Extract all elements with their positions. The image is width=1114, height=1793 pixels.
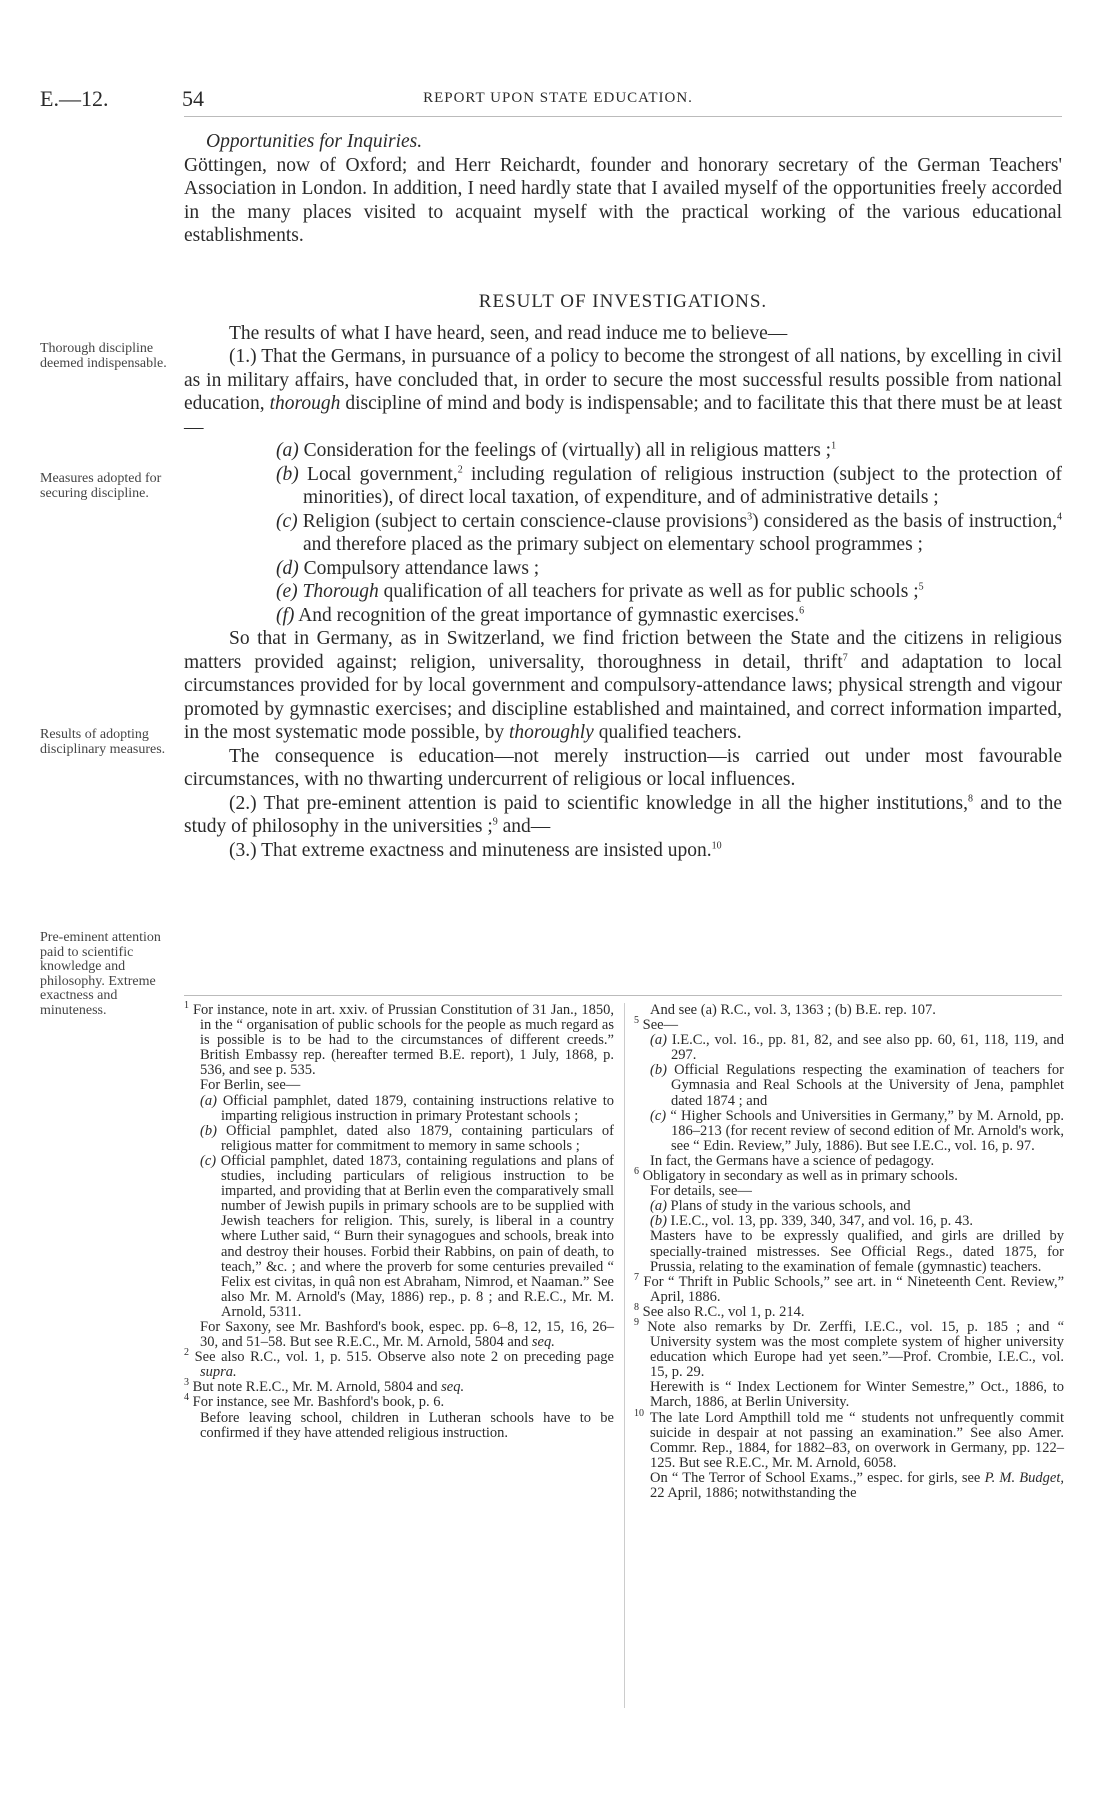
footnote-2: $^2$ See also R.C., vol. 1, p. 515. Observe also note 2 on preceding page supra. <box>184 1347 614 1381</box>
margin-note-3: Results of adopting disciplinary measures. <box>40 727 166 757</box>
footnote-6-a2: (b) I.E.C., vol. 13, pp. 339, 340, 347, and vol. 16, p. 43. <box>650 1213 974 1230</box>
footnote-1-berlin: For Berlin, see— <box>200 1077 301 1094</box>
footnote-9-b: Herewith is “ Index Lectionem for Winter Semestre,” Oct., 1886, to March, 1886, at Berlin University. <box>650 1379 1064 1411</box>
footnote-10: $^{10}$ The late Lord Ampthill told me “ students not unfrequently commit suicide in despair at not passing an examination.” See also Amer. Commr. Rep., 1884, for 1882–83, on overwork in Germany, pp. 122–125. But see R.E.C., Mr. M. Arnold, 6058. <box>634 1407 1064 1471</box>
footnote-3: $^3$ But note R.E.C., Mr. M. Arnold, 5804 and seq. <box>184 1377 465 1396</box>
point-1-paragraph: (1.) That the Germans, in pursuance of a policy to become the strongest of all nations, by excelling in civil as in military affairs, have concluded that, in order to secure the most successful results possible from national education, thorough discipline of mind and body is indispensable; and to facilitate this that there must be at least— <box>184 346 1062 438</box>
margin-note-2: Measures adopted for securing discipline. <box>40 471 162 501</box>
page-number: 54 <box>182 86 204 111</box>
page-header <box>40 86 1076 110</box>
footnote-9: $^9$ Note also remarks by Dr. Zerffi, I.E.C., vol. 15, p. 185 ; and “ University system was the most complete system of higher university education which Europe had yet seen.”—Prof. Crombie, I.E.C., vol. 15, p. 29. <box>634 1317 1064 1381</box>
running-title: REPORT UPON STATE EDUCATION. <box>423 90 693 106</box>
footnote-8: $^8$ See also R.C., vol 1, p. 214. <box>634 1302 805 1320</box>
footnote-5-b: (b) Official Regulations respecting the examination of teachers for Gymnasia and Real Schools at the University of Jena, pamphlet dated 1874 ; and <box>650 1062 1065 1109</box>
footnote-1-berlin-c: (c) Official pamphlet, dated 1873, containing regulations and plans of studies, including particulars of religious instruction to be imparted, and providing that at Berlin even the comparatively small number of Jewish pupils in primary schools are to be supplied with Jewish teachers for religion. This, surely, is liberal in a country where Luther said, “ Burn their synagogues and schools, break into and destroy their houses. Forbid their Rabbins, on pain of death, to teach,” &c. ; and where the proverb for some centuries prevailed “ Felix est civitas, in quâ non est Abraham, Nimrod, et Naaman.” See also Mr. M. Arnold's (May, 1886) rep., p. 8 ; and R.E.C., Mr. M. Arnold, 5311. <box>200 1152 614 1320</box>
intro-subhead: Opportunities for Inquiries. <box>206 131 423 152</box>
column-divider <box>624 1003 625 1708</box>
results-section <box>184 290 1062 862</box>
header-rule <box>184 116 1062 117</box>
footnotes-right-column <box>634 1003 1064 1501</box>
intro-section <box>184 130 1062 248</box>
footnote-5-a: (a) I.E.C., vol. 16., pp. 81, 82, and see also pp. 60, 61, 118, 119, and 297. <box>650 1032 1065 1064</box>
footnote-rule <box>184 995 1062 996</box>
footnote-6-a1: (a) Plans of study in the various schools, and <box>650 1198 911 1215</box>
margin-note-4: Pre-eminent attention paid to scientific knowledge and philosophy. Extreme exactness and minuteness. <box>40 930 161 1018</box>
item-c: (c) Religion (subject to certain conscience-clause provisions$^3$) considered as the basis of instruction,$^4$ and therefore placed as the primary subject on elementary school programmes ; <box>276 510 1062 555</box>
item-e: (e) Thorough qualification of all teachers for private as well as for public schools ;$^5$ <box>276 581 924 602</box>
footnote-7: $^7$ For “ Thrift in Public Schools,” see art. in “ Nineteenth Cent. Review,” April, 1886. <box>634 1271 1065 1305</box>
section-heading: RESULT OF INVESTIGATIONS. <box>478 291 768 312</box>
footnote-1: $^1$ For instance, note in art. xxiv. of Prussian Constitution of 31 Jan., 1850, in the “ organisation of public schools for the people as much regard as is possible is to be had to the circumstances of different creeds.” British Embassy rep. (hereafter termed B.E. report), 1 July, 1868, p. 536, and see p. 535. <box>184 1000 614 1079</box>
item-d: (d) Compulsory attendance laws ; <box>276 557 540 579</box>
footnotes-left-column <box>184 1000 615 1441</box>
point-3-paragraph: (3.) That extreme exactness and minuteness are insisted upon.$^{10}$ <box>229 839 722 861</box>
item-a: (a) Consideration for the feelings of (virtually) all in religious matters ;$^1$ <box>276 440 837 461</box>
footnote-4-cont: Before leaving school, children in Lutheran schools have to be confirmed if they have attended religious instruction. <box>200 1409 614 1441</box>
footnote-4: $^4$ For instance, see Mr. Bashford's book, p. 6. <box>184 1392 445 1411</box>
item-b: (b) Local government,$^2$ including regulation of religious instruction (subject to the protection of minorities), of direct local taxation, of expenditure, and of administrative details ; <box>276 463 1062 508</box>
results-lead: The results of what I have heard, seen, and read induce me to believe— <box>229 322 788 344</box>
germany-paragraph: So that in Germany, as in Switzerland, we find friction between the State and the citizens in religious matters provided against; religion, universality, thoroughness in detail, thrift$^7$ and adaptation to local circumstances provided for by local government and compulsory-attendance laws; physical strength and vigour promoted by gymnastic exercises; and discipline established and maintained, and correct information imparted, in the most systematic mode possible, by thoroughly qualified teachers. <box>184 628 1063 743</box>
margin-note-1: Thorough discipline deemed indispensable. <box>40 341 167 371</box>
item-f: (f) And recognition of the great importance of gymnastic exercises.$^6$ <box>276 604 805 626</box>
footnote-1-berlin-a: (a) Official pamphlet, dated 1879, containing instructions relative to imparting religious instruction in primary Protestant schools ; <box>200 1092 615 1124</box>
footnote-5: $^5$ See— <box>634 1015 679 1034</box>
footnote-1-saxony: For Saxony, see Mr. Bashford's book, espec. pp. 6–8, 12, 15, 16, 26–30, and 51–58. But see R.E.C., Mr. M. Arnold, 5804 and seq. <box>200 1318 614 1351</box>
footnote-10-b: On “ The Terror of School Exams.,” espec. for girls, see P. M. Budget, 22 April, 1886; notwithstanding the <box>650 1469 1064 1501</box>
footnote-5-c: (c) “ Higher Schools and Universities in Germany,” by M. Arnold, pp. 186–213 (for recent review of second edition of Mr. Arnold's work, see “ Edin. Review,” July, 1886). But see I.E.C., vol. 16, p. 97. <box>650 1107 1064 1154</box>
footnote-6-c: Masters have to be expressly qualified, and girls are drilled by specially-trained mistresses. See Official Regs., dated 1875, for Prussia, relating to the examination of female (gymnastic) teachers. <box>650 1228 1064 1275</box>
footnote-cont: And see (a) R.C., vol. 3, 1363 ; (b) B.E. rep. 107. <box>650 1002 936 1018</box>
document-code: E.—12. <box>40 86 109 111</box>
point-2-paragraph: (2.) That pre-eminent attention is paid to scientific knowledge in all the higher institutions,$^8$ and to the study of philosophy in the universities ;$^9$ and— <box>184 792 1062 837</box>
consequence-paragraph: The consequence is education—not merely instruction—is carried out under most favourable circumstances, with no thwarting undercurrent of religious or local influences. <box>184 745 1062 790</box>
footnote-5-d: In fact, the Germans have a science of pedagogy. <box>650 1152 935 1169</box>
footnote-6: $^6$ Obligatory in secondary as well as in primary schools. <box>634 1166 958 1185</box>
footnote-1-berlin-b: (b) Official pamphlet, dated also 1879, containing particulars of religious matter for commitment to memory in same schools ; <box>200 1122 614 1154</box>
intro-paragraph: Göttingen, now of Oxford; and Herr Reichardt, founder and honorary secretary of the German Teachers' Association in London. In addition, I need hardly state that I availed myself of the opportunities freely accorded in the many places visited to acquaint myself with the practical working of the various educational establishments. <box>184 154 1062 246</box>
footnote-6-b: For details, see— <box>650 1183 752 1200</box>
